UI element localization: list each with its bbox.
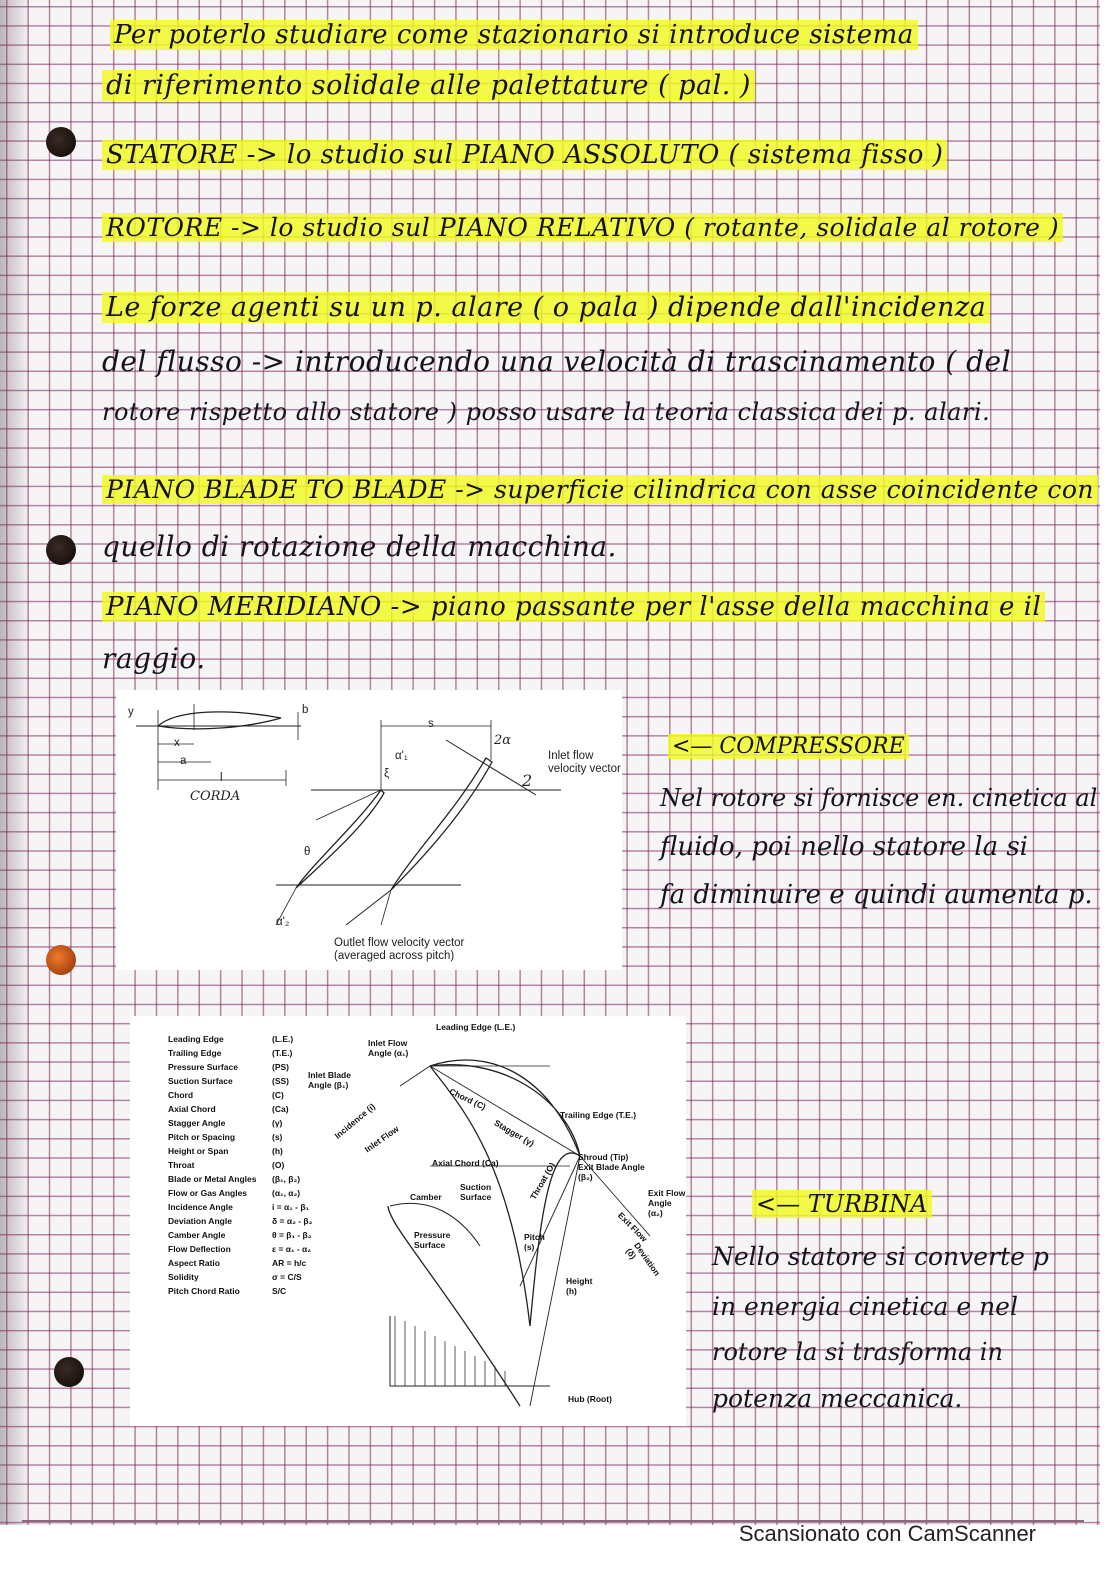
label-2alpha: 2α <box>494 733 512 748</box>
label-leading-edge: Leading Edge (L.E.) <box>436 1022 516 1032</box>
label-a: a <box>180 755 187 767</box>
label-camber: Camber <box>410 1192 442 1202</box>
cascade-blade-2 <box>391 758 492 890</box>
label-trailing-edge: Trailing Edge (T.E.) <box>560 1110 637 1120</box>
label-incidence: Incidence (i) <box>332 1101 378 1141</box>
label-y: y <box>128 706 134 718</box>
page-edge-shadow <box>0 0 30 1525</box>
turbine-blade-upper <box>430 1060 580 1156</box>
label-inlet-flow: Inlet flow velocity vector <box>548 750 621 775</box>
label-deviation: Deviation (δ) <box>623 1240 663 1278</box>
label-s: s <box>428 718 434 730</box>
note-line-3: STATORE -> lo studio sul PIANO ASSOLUTO ( sistema fisso ) <box>102 140 947 170</box>
compressor-cascade-drawing <box>116 690 622 970</box>
label-theta: θ <box>304 846 311 858</box>
label-hub: Hub (Root) <box>568 1394 612 1404</box>
turbine-note-line-4: potenza meccanica. <box>712 1384 963 1413</box>
label-x: x <box>174 737 180 749</box>
label-pressure-surface: Pressure Surface <box>414 1230 451 1250</box>
cascade-blade-1 <box>296 790 384 888</box>
turbine-note-line-1: Nello statore si converte p <box>712 1242 1049 1271</box>
compressor-cascade-figure <box>116 690 622 970</box>
label-outlet-flow: Outlet flow velocity vector (averaged across pitch) <box>334 937 465 962</box>
label-xi: ξ <box>384 768 390 780</box>
label-pitch: Pitch (s) <box>524 1232 545 1252</box>
label-chord: Chord (C) <box>447 1086 488 1112</box>
label-height: Height (h) <box>566 1276 593 1296</box>
binder-hole-3 <box>46 945 76 975</box>
turbine-blade-figure: Leading Edge (L.E.) Trailing Edge (T.E.) Pressure Surface (PS) Suction Surface (SS) Chord (C) Axial Chord (Ca) Stagger Angle (γ) Pitch or Spacing (s) Height or Span (h) Throat (O) Blade or Metal Angles (β₁, β₂) Flow or Gas Angles (α₁, α₂) Incidence Angle i = α₁ - β₁ Deviation Angle δ = α₂ - β₂ Camber Angle θ = β₁ - β₂ Flow Deflection ε = α₁ - α₂ Aspect Ratio AR = h/c Solidity σ = C/S Pitch Chord Ratio S/C Leading Edge (L.E.) Inlet Flow Angle (α₁) Inlet Blade Angle (β₁) Chord (C) Trailing Edge (T.E.) Incidence (i) Inlet Flow Stagger (γ) Shroud (Tip) Exit Blade Angle (β₂) Axial Chord (Ca) Throat (O) Suction Surface Camber Exit Flow Angle (α₂) Exit Flow Pressure Surface Pitch (s) Deviation (δ) Height (h) Hub (Root) <box>130 1016 686 1426</box>
label-throat: Throat (O) <box>527 1160 558 1202</box>
inlet-flow-line <box>400 1066 430 1086</box>
label-axial-chord: Axial Chord (Ca) <box>432 1158 499 1168</box>
compressor-note-line-3: fa diminuire e quindi aumenta p. <box>660 880 1093 910</box>
label-suction-surface: Suction Surface <box>460 1182 492 1202</box>
turbine-heading: <— TURBINA <box>752 1190 932 1218</box>
hub-hatching <box>395 1316 505 1386</box>
label-exit-flow-angle: Exit Flow Angle (α₂) <box>648 1188 686 1218</box>
turbine-note-line-3: rotore la si trasforma in <box>712 1338 1003 1366</box>
turbine-note-line-2: in energia cinetica e nel <box>712 1292 1018 1321</box>
label-inlet-flow-angle: Inlet Flow Angle (α₁) <box>368 1038 409 1058</box>
label-inlet-flow: Inlet Flow <box>362 1123 401 1155</box>
binder-hole-4 <box>54 1357 84 1387</box>
label-exit-flow: Exit Flow <box>615 1210 650 1244</box>
label-alpha1: α'₁ <box>395 750 408 762</box>
label-inlet-blade-angle: Inlet Blade Angle (β₁) <box>308 1070 351 1090</box>
note-line-9: quello di rotazione della macchina. <box>102 530 617 563</box>
note-line-2: di riferimento solidale alle palettature ( pal. ) <box>102 70 755 101</box>
label-stagger: Stagger (γ) <box>492 1117 536 1149</box>
label-2: 2 <box>522 771 533 790</box>
note-line-7: rotore rispetto allo statore ) posso usare la teoria classica dei p. alari. <box>102 398 991 426</box>
note-line-8: PIANO BLADE TO BLADE -> superficie cilindrica con asse coincidente con <box>102 475 1098 504</box>
compressor-note-line-2: fluido, poi nello statore la si <box>660 832 1028 862</box>
label-alpha2: α'₂ <box>276 916 290 928</box>
note-line-4: ROTORE -> lo studio sul PIANO RELATIVO ( rotante, solidale al rotore ) <box>102 213 1063 242</box>
outlet-flow-vector <box>346 890 391 925</box>
note-line-10: PIANO MERIDIANO -> piano passante per l'asse della macchina e il <box>102 592 1045 622</box>
label-l: l <box>220 772 223 784</box>
note-line-5: Le forze agenti su un p. alare ( o pala ) dipende dall'incidenza <box>102 292 990 323</box>
note-line-6: del flusso -> introducendo una velocità di trascinamento ( del <box>102 345 1012 378</box>
label-b: b <box>302 704 309 716</box>
note-line-11: raggio. <box>102 642 206 675</box>
binder-hole-2 <box>46 535 76 565</box>
binder-hole-1 <box>46 127 76 157</box>
compressor-note-line-1: Nel rotore si fornisce en. cinetica al <box>660 784 1098 812</box>
label-corda: CORDA <box>190 789 241 804</box>
label-shroud: Shroud (Tip) Exit Blade Angle (β₂) <box>578 1152 645 1182</box>
compressor-heading: <— COMPRESSORE <box>668 734 909 759</box>
note-line-1: Per poterlo studiare come stazionario si introduce sistema <box>110 20 918 50</box>
turbine-suction-surface <box>430 1066 580 1326</box>
turbine-pressure-surface <box>388 1206 520 1406</box>
camscanner-watermark: Scansionato con CamScanner <box>738 1521 1036 1546</box>
